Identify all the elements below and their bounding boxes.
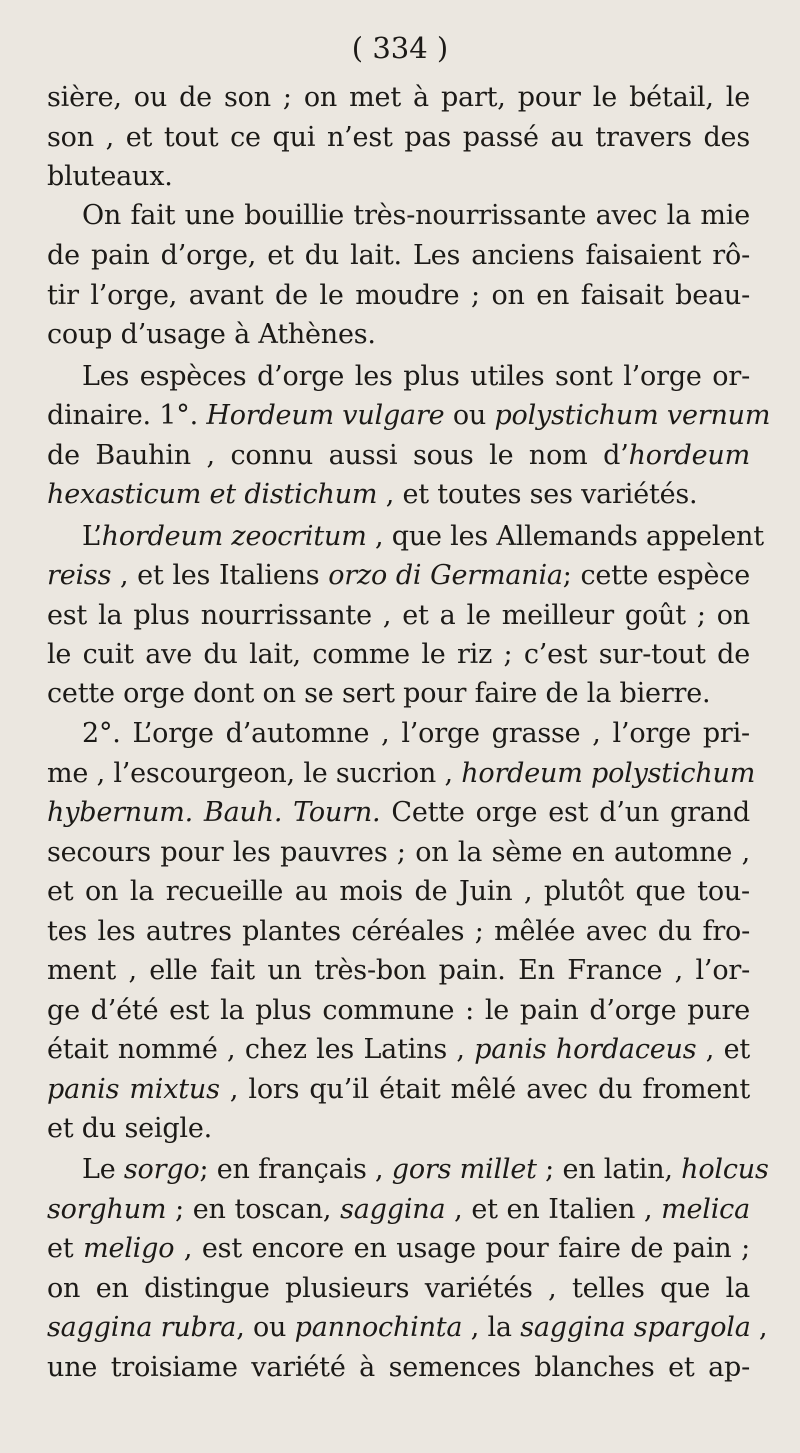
text-run: ge d’été est la plus commune : le pain d’orge pure [47,995,750,1026]
text-run: , ou [236,1312,295,1343]
italic-run: polystichum vernum [494,400,771,431]
text-run: ; en latin, [536,1154,682,1185]
text-line [47,1109,750,1149]
text-run: me , l’escourgeon, le sucrion , [47,758,462,789]
text-line [47,436,750,476]
text-line [47,1030,750,1070]
text-line [47,1190,750,1230]
text-run: de pain d’orge, et du lait. Les anciens faisaient rô- [47,240,750,271]
text-run: et du seigle. [47,1113,213,1144]
text-line [47,1348,750,1388]
text-line [47,1070,750,1110]
text-run: sière, ou de son ; on met à part, pour le bétail, le [47,82,750,113]
italic-run: sorgo [123,1154,200,1185]
italic-run: panis hordaceus [474,1034,697,1065]
italic-run: sorghum [47,1194,167,1225]
text-run: tes les autres plantes céréales ; mêlée avec du fro- [47,916,750,947]
italic-run: pannochinta [294,1312,463,1343]
text-line [82,714,750,754]
page-number: ( 334 ) [351,31,449,65]
text-run: 2°. L’orge d’automne , l’orge grasse , l’orge pri- [82,718,750,749]
text-run: son , et tout ce qui n’est pas passé au travers des [47,122,750,153]
italic-run: reiss [47,560,112,591]
text-run: ; cette espèce [562,560,750,591]
text-line [82,357,750,397]
text-run: était nommé , chez les Latins , [47,1034,475,1065]
text-run: , est encore en usage pour faire de pain ; [174,1233,750,1264]
text-line [82,196,750,236]
text-line [47,754,756,794]
text-line [47,1269,750,1309]
text-line [47,596,750,636]
italic-run: saggina [340,1194,446,1225]
italic-run: melica [661,1194,750,1225]
text-run: , et en Italien , [445,1194,662,1225]
italic-run: hordeum [628,440,750,471]
text-run: dinaire. 1°. [47,400,207,431]
text-run: , [750,1312,768,1343]
italic-run: orzo di Germania [328,560,563,591]
text-line [47,1229,750,1269]
text-run: Le [82,1154,124,1185]
text-run: On fait une bouillie très-nourrissante avec la mie [82,200,750,231]
text-line [47,991,750,1031]
text-run: ou [444,400,495,431]
text-line [47,674,750,714]
text-run: , la [462,1312,521,1343]
text-run: Cette orge est d’un grand [380,797,750,828]
text-line [47,793,750,833]
italic-run: Hordeum vulgare [206,400,445,431]
text-line [47,157,750,197]
text-line [47,1308,768,1348]
text-line [47,118,750,158]
text-line [47,78,750,118]
text-run: et [47,1233,84,1264]
text-run: et on la recueille au mois de Juin , plutôt que tou- [47,876,750,907]
text-run: tir l’orge, avant de le moudre ; on en faisait beau- [47,280,750,311]
text-run: L’ [82,521,102,552]
text-line [47,833,750,873]
text-run: bluteaux. [47,161,173,192]
italic-run: hybernum. Bauh. Tourn. [47,797,381,828]
italic-run: hordeum zeocritum [101,521,367,552]
text-line [47,635,750,675]
italic-run: hexasticum et distichum [47,479,378,510]
italic-run: saggina spargola [520,1312,751,1343]
text-line [82,1150,769,1190]
text-run: , que les Allemands appelent [366,521,764,552]
text-line [47,276,750,316]
text-run: , et [696,1034,751,1065]
text-line [47,951,750,991]
italic-run: holcus [681,1154,769,1185]
text-line [47,475,750,515]
text-run: coup d’usage à Athènes. [47,319,376,350]
text-run: est la plus nourrissante , et a le meilleur goût ; on [47,600,750,631]
text-line [47,912,750,952]
text-run: le cuit ave du lait, comme le riz ; c’est sur-tout de [47,639,750,670]
text-line [82,517,764,557]
italic-run: panis mixtus [47,1074,220,1105]
text-run: ; en toscan, [166,1194,341,1225]
text-run: , et les Italiens [111,560,329,591]
text-run: ; en français , [199,1154,392,1185]
text-line [47,236,750,276]
text-line [47,315,750,355]
text-run: de Bauhin , connu aussi sous le nom d’ [47,440,629,471]
text-run: ment , elle fait un très-bon pain. En France , l’or- [47,955,750,986]
italic-run: hordeum polystichum [461,758,756,789]
text-run: secours pour les pauvres ; on la sème en automne , [47,837,750,868]
text-line [47,872,750,912]
italic-run: gors millet [391,1154,537,1185]
text-run: , et toutes ses variétés. [377,479,698,510]
text-run: on en distingue plusieurs variétés , telles que la [47,1273,750,1304]
text-run: , lors qu’il était mêlé avec du froment [219,1074,750,1105]
italic-run: saggina rubra [47,1312,237,1343]
text-run: cette orge dont on se sert pour faire de la bierre. [47,678,711,709]
text-run: une troisiame variété à semences blanches et ap- [47,1352,750,1383]
text-run: Les espèces d’orge les plus utiles sont l’orge or- [82,361,750,392]
italic-run: meligo [83,1233,175,1264]
text-line [47,556,750,596]
text-line [47,396,771,436]
